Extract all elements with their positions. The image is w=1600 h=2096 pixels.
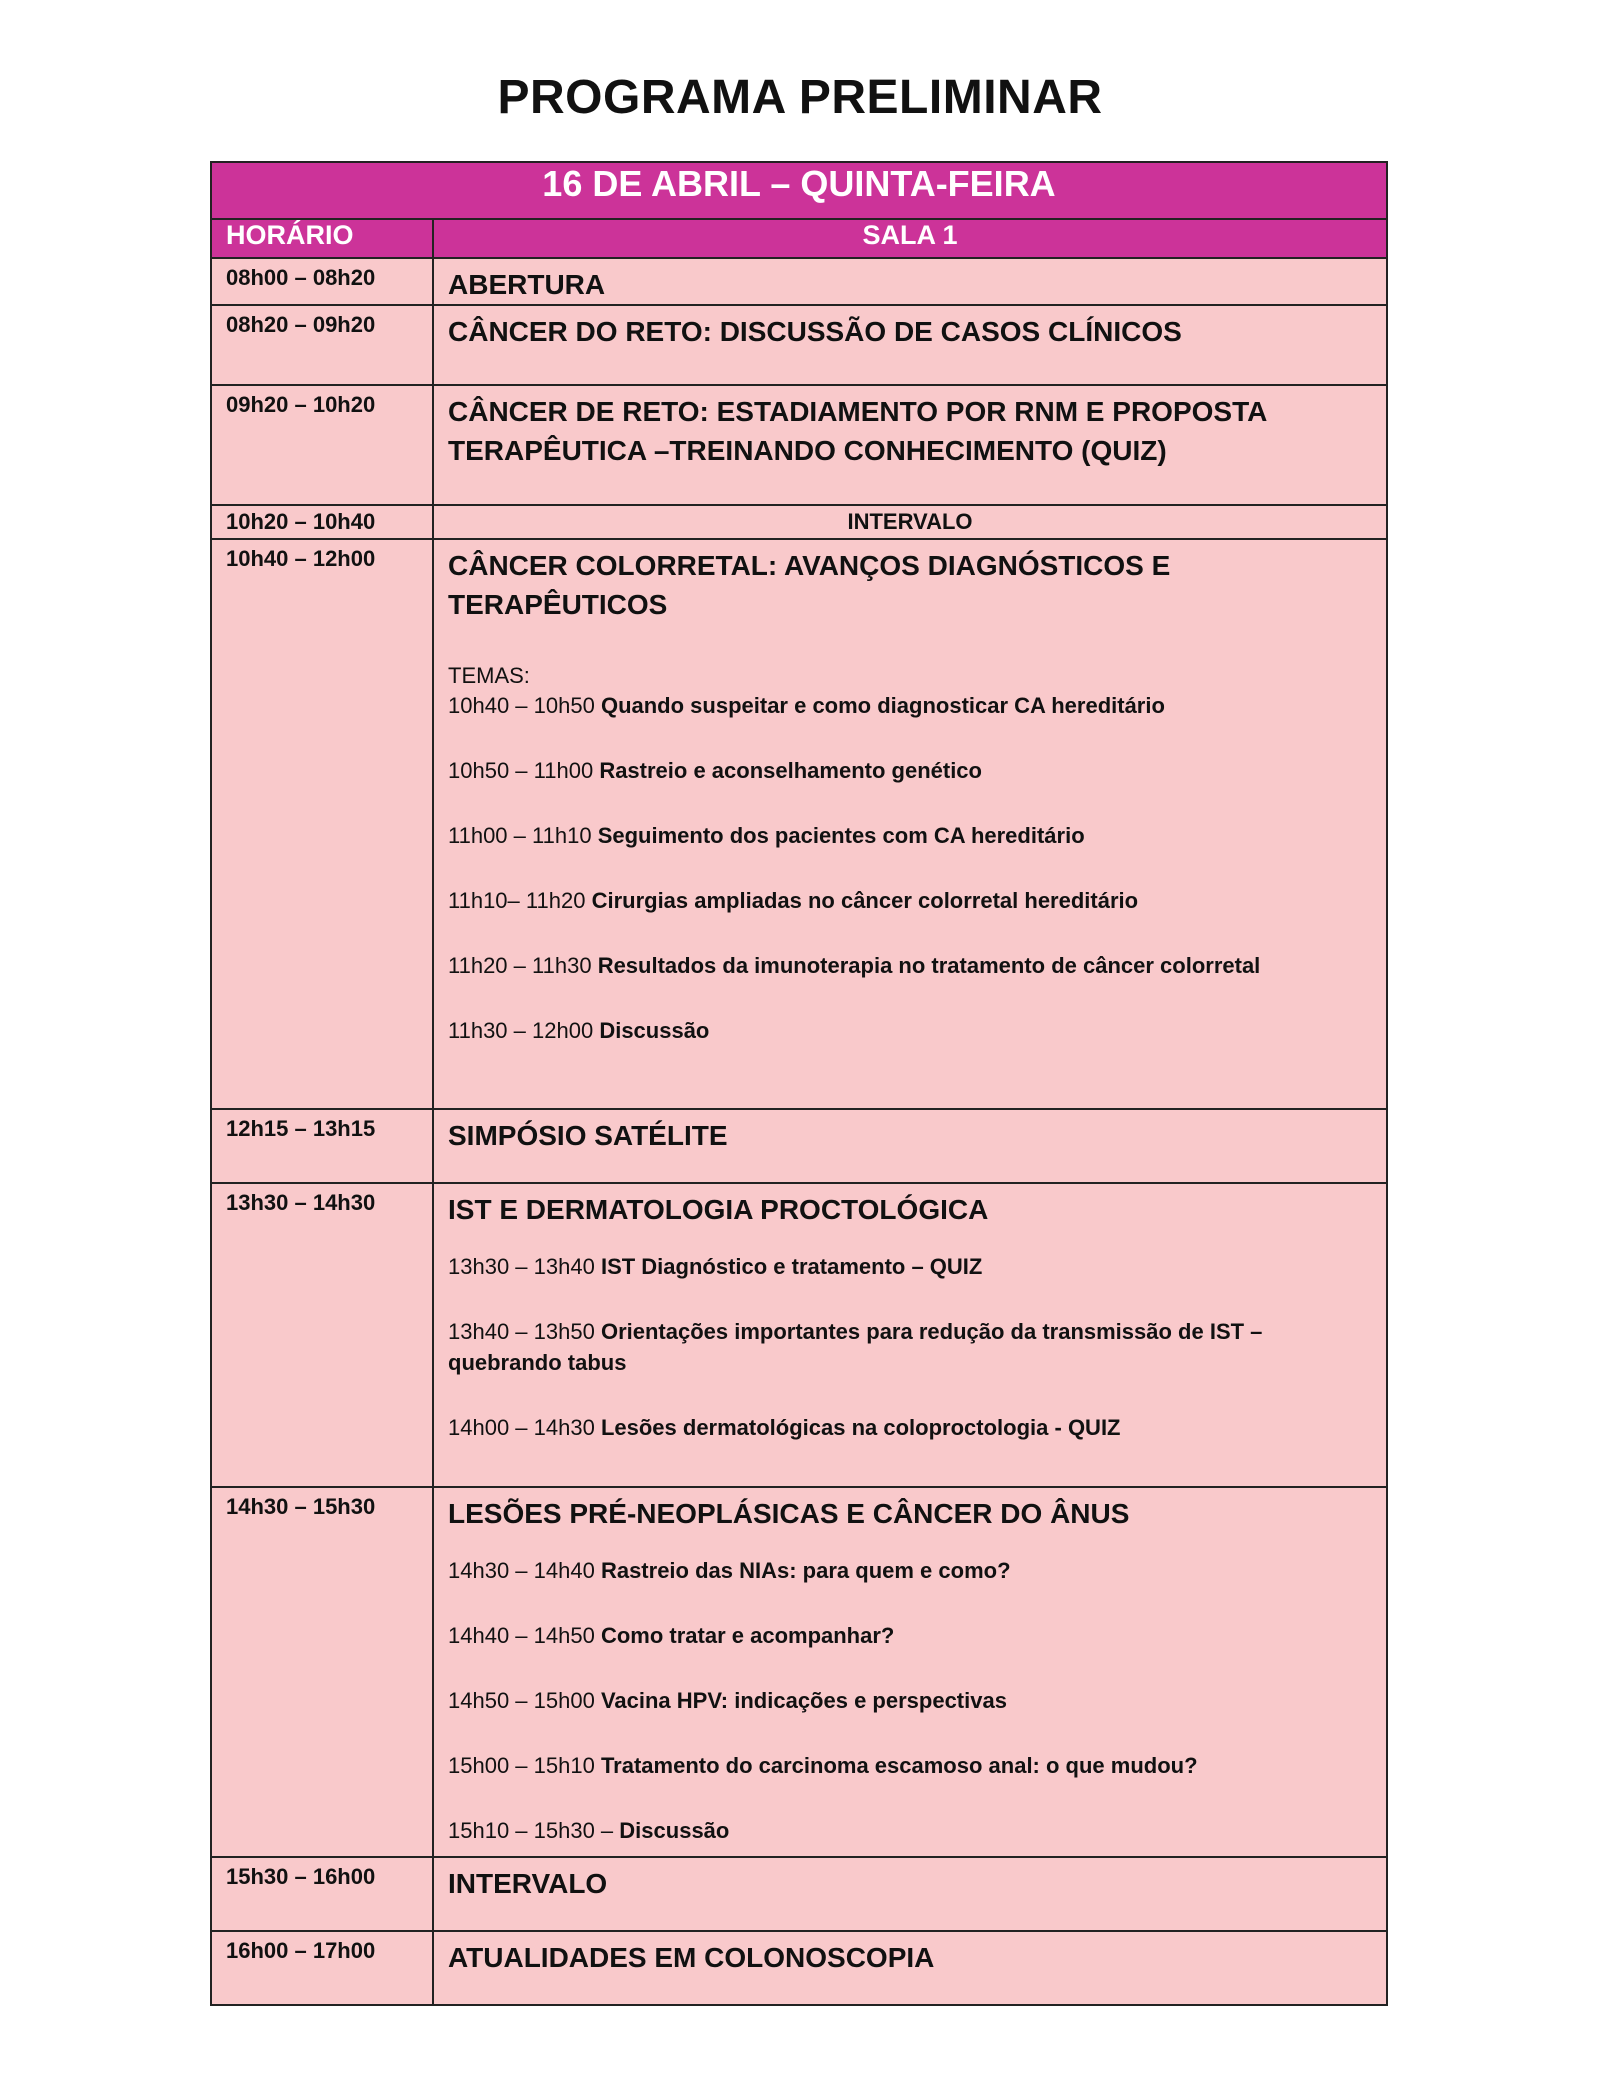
sub-session: [448, 1015, 1372, 1046]
slot-time: 08h00 – 08h20: [211, 258, 433, 305]
slot-content: [433, 1857, 1387, 1931]
slot-title: LESÕES PRÉ-NEOPLÁSICAS E CÂNCER DO ÂNUS: [448, 1498, 1130, 1529]
sub-time: 11h20 – 11h30: [448, 953, 592, 978]
slot-content: [433, 1109, 1387, 1183]
slot-title: CÂNCER COLORRETAL: AVANÇOS DIAGNÓSTICOS E TERAPÊUTICOS: [448, 550, 1171, 620]
sub-session: [448, 690, 1372, 721]
slot-content: [433, 1487, 1387, 1857]
slot-title: ATUALIDADES EM COLONOSCOPIA: [448, 1942, 935, 1973]
sub-text: Discussão: [619, 1818, 730, 1843]
sub-session: [448, 1750, 1372, 1781]
slot-content: [433, 1931, 1387, 2005]
sub-session: [448, 885, 1372, 916]
sub-session: [448, 1555, 1372, 1586]
sub-text: Quando suspeitar e como diagnosticar CA hereditário: [600, 693, 1165, 718]
slot-content: [433, 258, 1387, 305]
page-title: PROGRAMA PRELIMINAR: [497, 71, 1103, 124]
day-header: 16 DE ABRIL – QUINTA-FEIRA: [211, 162, 1387, 219]
sub-text: Resultados da imunoterapia no tratamento de câncer colorretal: [597, 953, 1261, 978]
schedule-row: [211, 505, 1387, 539]
slot-time: 13h30 – 14h30: [211, 1183, 433, 1487]
sub-time: 11h00 – 11h10: [448, 823, 592, 848]
slot-title: INTERVALO: [847, 509, 973, 534]
slot-time: 16h00 – 17h00: [211, 1931, 433, 2005]
sub-session: [448, 1620, 1372, 1651]
slot-content: [433, 539, 1387, 1109]
sub-session: [448, 950, 1372, 981]
sub-text: Orientações importantes para redução da transmissão de IST – quebrando tabus: [448, 1319, 1263, 1375]
sub-session: [448, 820, 1372, 851]
slot-content: [433, 305, 1387, 385]
schedule-row: [211, 1487, 1387, 1857]
sub-text: Vacina HPV: indicações e perspectivas: [600, 1688, 1007, 1713]
slot-title: ABERTURA: [448, 269, 606, 300]
slot-time: 10h20 – 10h40: [211, 505, 433, 539]
slot-time: 15h30 – 16h00: [211, 1857, 433, 1931]
time-column-header: HORÁRIO: [211, 219, 433, 258]
column-header-row: [211, 219, 1387, 258]
sub-time: 15h10 – 15h30 –: [448, 1818, 614, 1843]
sub-time: 15h00 – 15h10: [448, 1753, 595, 1778]
slot-content: [433, 1183, 1387, 1487]
sub-session: [448, 1412, 1372, 1443]
sub-text: Discussão: [599, 1018, 710, 1043]
slot-time: 12h15 – 13h15: [211, 1109, 433, 1183]
schedule-row: [211, 1109, 1387, 1183]
slot-title: CÂNCER DO RETO: DISCUSSÃO DE CASOS CLÍNICOS: [448, 316, 1182, 347]
temas-label: TEMAS:: [448, 663, 530, 688]
slot-time: 14h30 – 15h30: [211, 1487, 433, 1857]
sub-time: 13h30 – 13h40: [448, 1254, 595, 1279]
room-column-header: SALA 1: [433, 219, 1387, 258]
sub-text: Como tratar e acompanhar?: [600, 1623, 895, 1648]
schedule-row: [211, 258, 1387, 305]
slot-title: INTERVALO: [448, 1868, 608, 1899]
sub-text: Tratamento do carcinoma escamoso anal: o que mudou?: [600, 1753, 1198, 1778]
slot-title: SIMPÓSIO SATÉLITE: [448, 1120, 728, 1151]
sub-text: Cirurgias ampliadas no câncer colorretal hereditário: [591, 888, 1139, 913]
sub-session: [448, 1316, 1372, 1378]
slot-time: 10h40 – 12h00: [211, 539, 433, 1109]
slot-time: 09h20 – 10h20: [211, 385, 433, 505]
sub-time: 11h30 – 12h00: [448, 1018, 594, 1043]
sub-time: 14h00 – 14h30: [448, 1415, 595, 1440]
schedule-row: [211, 1857, 1387, 1931]
slot-time: 08h20 – 09h20: [211, 305, 433, 385]
sub-text: Lesões dermatológicas na coloproctologia - QUIZ: [600, 1415, 1121, 1440]
sub-session: [448, 1815, 1372, 1846]
sub-time: 13h40 – 13h50: [448, 1319, 595, 1344]
sub-session: [448, 1685, 1372, 1716]
slot-content: [433, 505, 1387, 539]
schedule-row: [211, 1183, 1387, 1487]
sub-time: 10h50 – 11h00: [448, 758, 594, 783]
schedule-row: [211, 539, 1387, 1109]
sub-text: Rastreio das NIAs: para quem e como?: [600, 1558, 1011, 1583]
sub-time: 14h40 – 14h50: [448, 1623, 595, 1648]
slot-title: IST E DERMATOLOGIA PROCTOLÓGICA: [448, 1194, 989, 1225]
day-header-row: [211, 162, 1387, 219]
sub-session: [448, 755, 1372, 786]
slot-content: [433, 385, 1387, 505]
sub-time: 10h40 – 10h50: [448, 693, 595, 718]
sub-text: Rastreio e aconselhamento genético: [599, 758, 982, 783]
sub-text: IST Diagnóstico e tratamento – QUIZ: [600, 1254, 983, 1279]
schedule-row: [211, 385, 1387, 505]
sub-session: [448, 1251, 1372, 1282]
sub-time: 14h50 – 15h00: [448, 1688, 595, 1713]
schedule-row: [211, 1931, 1387, 2005]
sub-text: Seguimento dos pacientes com CA hereditário: [597, 823, 1085, 848]
sub-time: 11h10– 11h20: [448, 888, 586, 913]
slot-title: CÂNCER DE RETO: ESTADIAMENTO POR RNM E PROPOSTA TERAPÊUTICA –TREINANDO CONHECIMENTO (QUIZ): [448, 396, 1267, 466]
schedule-table: [210, 161, 1388, 2006]
sub-time: 14h30 – 14h40: [448, 1558, 595, 1583]
schedule-row: [211, 305, 1387, 385]
